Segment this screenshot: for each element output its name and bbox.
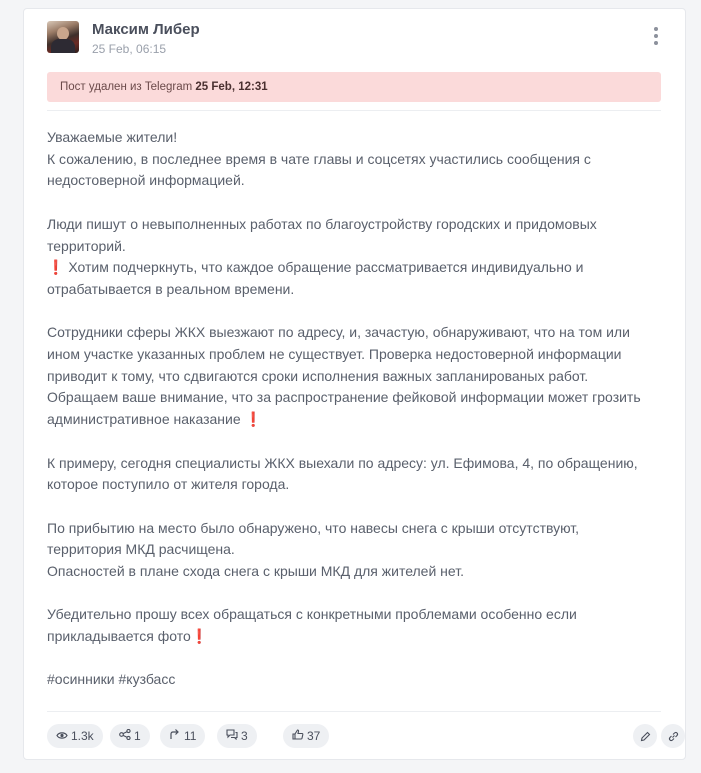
comments-icon	[225, 725, 238, 749]
divider-top	[47, 110, 661, 111]
views-count: 1.3k	[71, 729, 94, 743]
post-line: К примеру, сегодня специалисты ЖКХ выехали по адресу: ул. Ефимова, 4, по обращению,	[47, 454, 638, 471]
post-line: ❗ Хотим подчеркнуть, что каждое обращение рассматривается индивидуально и	[47, 259, 584, 276]
post-line: недостоверной информацией.	[47, 172, 245, 189]
post-paragraph	[47, 669, 672, 691]
deleted-notice-date: 25 Feb, 12:31	[195, 81, 268, 93]
post-footer	[47, 724, 661, 750]
more-vertical-icon[interactable]	[651, 25, 661, 47]
deleted-notice-text: Пост удален из Telegram	[60, 81, 196, 93]
exclamation-icon: ❗	[244, 411, 262, 428]
post-line: территория МКД расчищена.	[47, 541, 235, 558]
share-nodes-icon	[118, 725, 131, 749]
post-paragraph	[47, 127, 672, 192]
post-line: Сотрудники сферы ЖКХ выезжают по адресу, и, зачастую, обнаруживают, что на том или	[47, 324, 630, 341]
post-line: отрабатывается в реальном времени.	[47, 280, 295, 297]
post-line: прикладывается фото❗	[47, 628, 209, 645]
post-line: приводит к тому, что сдвигаются сроки исполнения важных запланированых работ.	[47, 367, 589, 384]
likes-count: 37	[307, 729, 321, 743]
post-line: Люди пишут о невыполненных работах по благоустройству городских и придомовых	[47, 215, 597, 232]
post-line: Обращаем ваше внимание, что за распространение фейковой информации может грозить	[47, 389, 641, 406]
post-line: Уважаемые жители!	[47, 129, 178, 145]
post-line: территорий.	[47, 237, 126, 254]
forward-arrow-icon	[168, 725, 181, 749]
thumbs-up-icon	[291, 725, 304, 749]
forwards-count: 11	[184, 729, 197, 743]
link-icon[interactable]	[661, 724, 685, 748]
exclamation-icon: ❗	[47, 259, 65, 276]
shares-stat[interactable]	[110, 724, 150, 748]
pencil-icon[interactable]	[633, 724, 657, 748]
post-paragraph	[47, 518, 672, 583]
post-line: ином участке указанных проблем не существует. Проверка недостоверной информации	[47, 346, 622, 362]
post-line: #осинники #кузбасс	[47, 671, 176, 688]
post-body	[47, 127, 672, 713]
post-paragraph	[47, 322, 672, 431]
exclamation-icon: ❗	[190, 628, 209, 645]
views-stat[interactable]	[47, 724, 103, 748]
post-paragraph	[47, 604, 672, 647]
avatar[interactable]	[47, 21, 79, 53]
post-line: которое поступило от жителя города.	[47, 476, 290, 493]
deleted-notice	[47, 72, 661, 102]
post-card	[23, 8, 686, 760]
post-line: административное наказание ❗	[47, 411, 262, 428]
post-line: Опасностей в плане схода снега с крыши МКД для жителей нет.	[47, 563, 464, 579]
divider-bottom	[47, 711, 661, 712]
post-line: Убедительно прошу всех обращаться с конкретными проблемами особенно если	[47, 606, 577, 623]
post-line: По прибытию на место было обнаружено, что навесы снега с крыши отсутствуют,	[47, 519, 580, 536]
forwards-stat[interactable]	[160, 724, 205, 748]
eye-icon	[55, 725, 68, 749]
likes-stat[interactable]	[283, 724, 329, 748]
comments-count: 3	[241, 729, 248, 743]
post-paragraph	[47, 214, 672, 301]
post-header	[47, 21, 669, 61]
post-line: К сожалению, в последнее время в чате главы и соцсетях участились сообщения с	[47, 150, 591, 167]
author-name[interactable]: Максим Либер	[92, 21, 200, 38]
shares-count: 1	[134, 729, 141, 743]
comments-stat[interactable]	[217, 724, 257, 748]
post-date: 25 Feb, 06:15	[92, 42, 167, 56]
post-paragraph	[47, 453, 672, 496]
avatar-suit	[51, 39, 75, 53]
